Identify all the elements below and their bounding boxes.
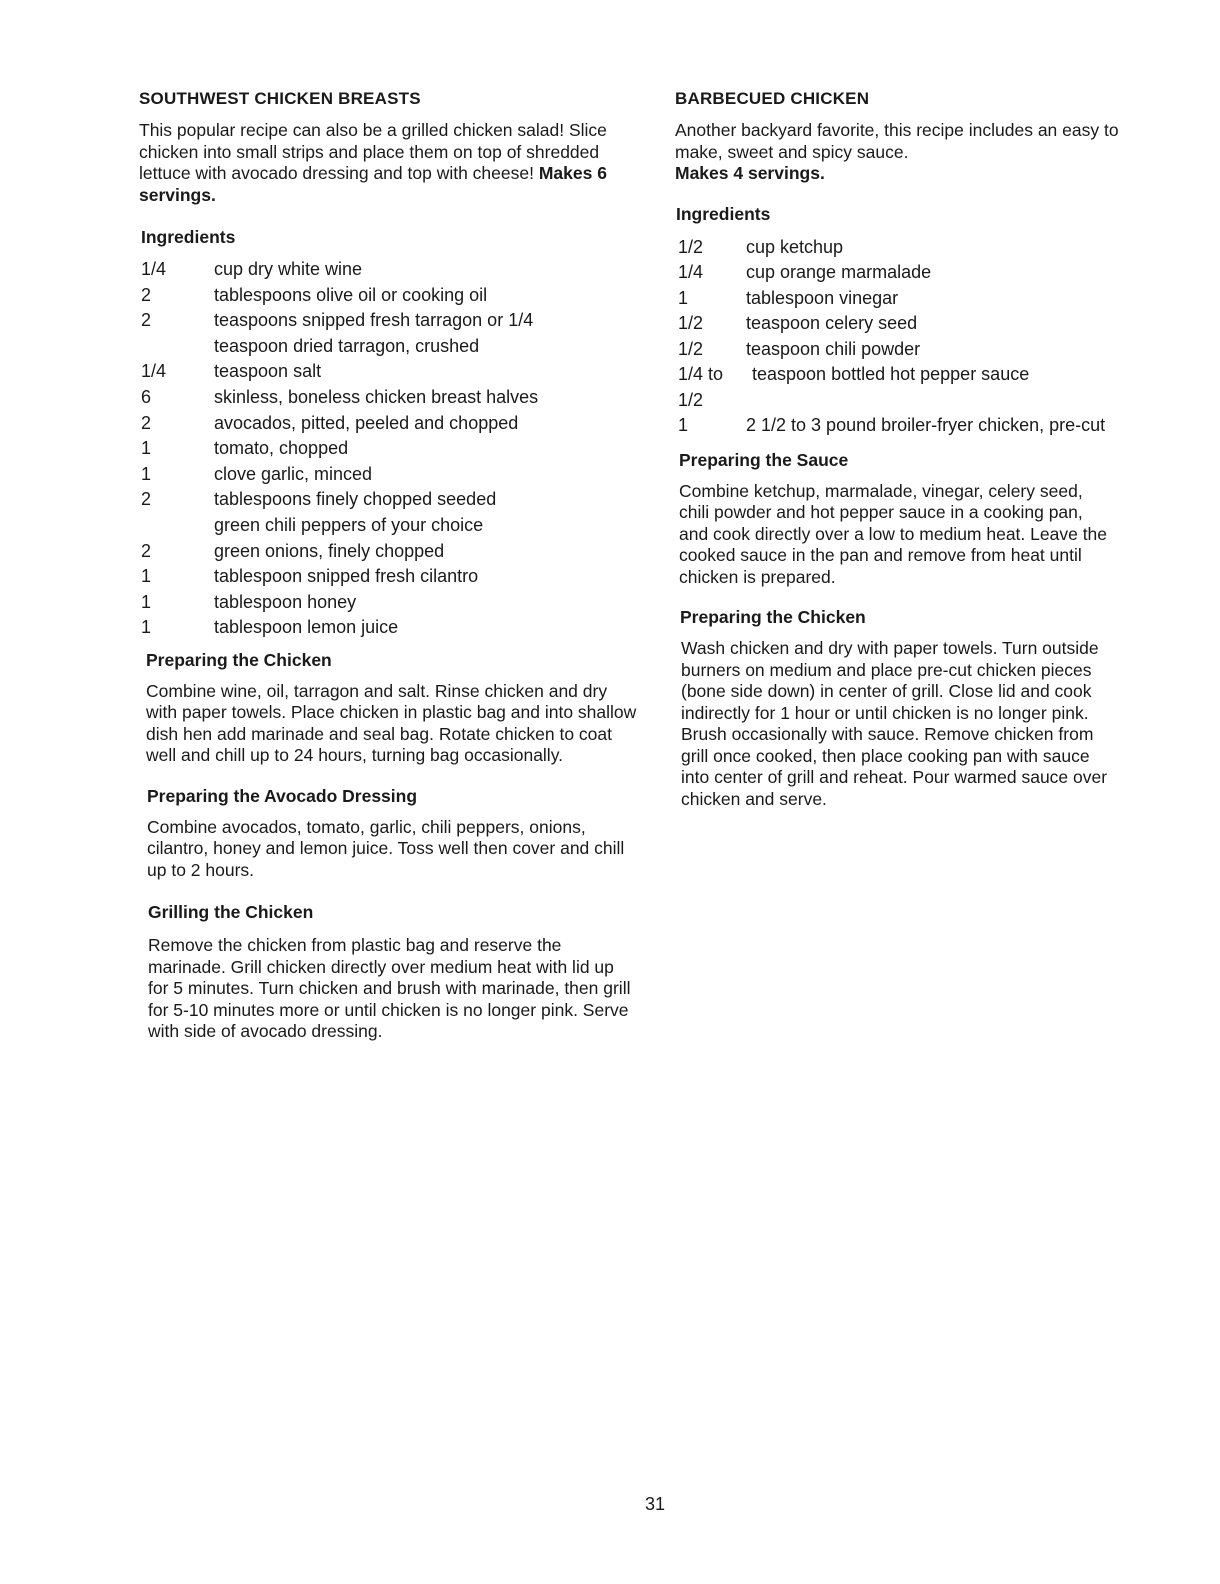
ingredient-text: tablespoon snipped fresh cilantro <box>214 566 479 587</box>
section-heading-avocado-dressing: Preparing the Avocado Dressing <box>147 785 418 806</box>
section-heading-grilling-chicken: Grilling the Chicken <box>148 902 314 923</box>
barbecued-recipe <box>675 88 1155 810</box>
ingredient-item <box>141 359 639 385</box>
ingredient-item <box>141 411 639 437</box>
ingredient-text: teaspoon chili powder <box>746 338 921 359</box>
intro-text: This popular recipe can also be a grilled chicken salad! Slice chicken into small strips and place them on top of shredded lettuce with avocado dressing and top with cheese! <box>139 120 607 183</box>
ingredient-text: tablespoons finely chopped seeded green chili peppers of your choice <box>214 489 497 535</box>
ingredient-item <box>141 539 639 565</box>
recipe-title: SOUTHWEST CHICKEN BREASTS <box>139 89 421 108</box>
ingredient-item <box>141 436 639 462</box>
ingredient-item <box>678 413 1155 439</box>
ingredient-text: avocados, pitted, peeled and chopped <box>214 412 519 433</box>
servings-text: Makes 6 servings. <box>139 163 607 205</box>
ingredient-text: clove garlic, minced <box>214 463 373 484</box>
ingredient-text: teaspoons snipped fresh tarragon or 1/4 teaspoon dried tarragon, crushed <box>214 310 534 356</box>
ingredient-text: cup orange marmalade <box>746 262 932 282</box>
ingredient-qty: 1 <box>141 438 152 459</box>
ingredient-item <box>141 590 639 616</box>
ingredient-qty: 1/4 <box>141 259 167 279</box>
ingredient-item <box>678 337 1155 363</box>
ingredient-text: tablespoon lemon juice <box>214 617 399 638</box>
ingredient-item <box>141 564 639 590</box>
ingredient-qty: 1 <box>141 591 152 612</box>
ingredient-text: skinless, boneless chicken breast halves <box>214 386 539 407</box>
ingredient-text: cup ketchup <box>746 236 844 257</box>
recipe-intro <box>675 120 1155 185</box>
ingredient-qty: 1/4 <box>678 262 704 282</box>
ingredient-item <box>678 235 1155 261</box>
ingredient-qty: 1 <box>678 415 689 435</box>
ingredient-qty: 2 <box>141 540 152 561</box>
ingredient-text: teaspoon bottled hot pepper sauce <box>752 364 1030 384</box>
section-text-preparing-chicken: Combine wine, oil, tarragon and salt. Rinse chicken and dry with paper towels. Place chicken in plastic bag and into shallow dish hen add marinade and seal bag. Rotate chicken to coat well and chill up to 24 hours, turning bag occasionally. <box>146 680 637 766</box>
ingredient-item <box>141 283 639 309</box>
ingredient-item <box>678 362 1155 413</box>
ingredient-qty: 1/2 <box>678 236 704 257</box>
ingredient-text: 2 1/2 to 3 pound broiler-fryer chicken, pre-cut <box>746 415 1106 435</box>
ingredient-qty: 1 <box>141 617 152 638</box>
ingredient-text: cup dry white wine <box>214 259 363 279</box>
ingredient-item <box>141 257 639 283</box>
ingredient-text: teaspoon celery seed <box>746 313 918 333</box>
ingredient-qty: 2 <box>141 310 152 331</box>
intro-text: Another backyard favorite, this recipe includes an easy to make, sweet and spicy sauce. <box>675 120 1119 162</box>
recipe-intro <box>139 120 639 206</box>
ingredient-qty: 6 <box>141 386 152 407</box>
ingredient-qty: 1/2 <box>678 338 704 359</box>
ingredient-qty: 1/4 <box>141 361 167 382</box>
ingredient-item <box>141 462 639 488</box>
ingredient-qty: 2 <box>141 284 152 305</box>
section-text-preparing-chicken: Wash chicken and dry with paper towels. Turn outside burners on medium and place pre-cut chicken pieces (bone side down) in center of grill. Close lid and cook indirectly for 1 hour or until chicken is no longer pink. Brush occasionally with sauce. Remove chicken from grill once cooked, then place cooking pan with sauce into center of grill and reheat. Pour warmed sauce over chicken and serve. <box>681 638 1108 809</box>
ingredient-text: teaspoon salt <box>214 361 322 382</box>
southwest-recipe <box>139 88 639 1043</box>
ingredient-qty: 1 <box>141 566 152 587</box>
ingredient-item <box>141 487 639 538</box>
ingredient-item <box>141 308 639 359</box>
ingredient-qty: 1 <box>678 287 689 308</box>
servings-text: Makes 4 servings. <box>675 163 825 183</box>
recipe-title: BARBECUED CHICKEN <box>675 89 870 108</box>
page-number: 31 <box>644 1494 666 1514</box>
ingredient-text: green onions, finely chopped <box>214 540 445 561</box>
ingredient-text: tablespoon honey <box>214 591 357 612</box>
ingredients-heading: Ingredients <box>676 203 771 224</box>
ingredient-item <box>678 311 1155 337</box>
ingredient-qty: 1/4 to 1/2 <box>678 364 724 410</box>
ingredient-text: tomato, chopped <box>214 438 349 459</box>
ingredient-list <box>141 257 639 641</box>
ingredient-item <box>678 260 1155 286</box>
ingredients-heading: Ingredients <box>141 227 236 247</box>
section-text-grilling-chicken: Remove the chicken from plastic bag and reserve the marinade. Grill chicken directly over medium heat with lid up for 5 minutes. Turn chicken and brush with marinade, then grill for 5-10 minutes more or until chicken is no longer pink. Serve with side of avocado dressing. <box>148 935 631 1042</box>
section-text-preparing-sauce: Combine ketchup, marmalade, vinegar, celery seed, chili powder and hot pepper sauce in a cooking pan, and cook directly over a low to medium heat. Leave the cooked sauce in the pan and remove from heat until chicken is prepared. <box>679 480 1108 587</box>
section-heading-preparing-chicken: Preparing the Chicken <box>680 607 866 627</box>
ingredient-qty: 1 <box>141 463 152 484</box>
ingredient-text: tablespoons olive oil or cooking oil <box>214 284 488 305</box>
ingredient-item <box>141 385 639 411</box>
ingredient-qty: 1/2 <box>678 313 704 333</box>
ingredient-qty: 2 <box>141 412 152 433</box>
ingredient-qty: 2 <box>141 489 152 510</box>
ingredient-list <box>678 235 1155 439</box>
section-heading-preparing-sauce: Preparing the Sauce <box>679 449 849 470</box>
ingredient-item <box>141 615 639 641</box>
section-heading-preparing-chicken: Preparing the Chicken <box>146 649 332 670</box>
ingredient-text: tablespoon vinegar <box>746 287 899 308</box>
section-text-avocado-dressing: Combine avocados, tomato, garlic, chili peppers, onions, cilantro, honey and lemon juice. Toss well then cover and chill up to 2 hours. <box>147 816 625 880</box>
ingredient-item <box>678 286 1155 312</box>
